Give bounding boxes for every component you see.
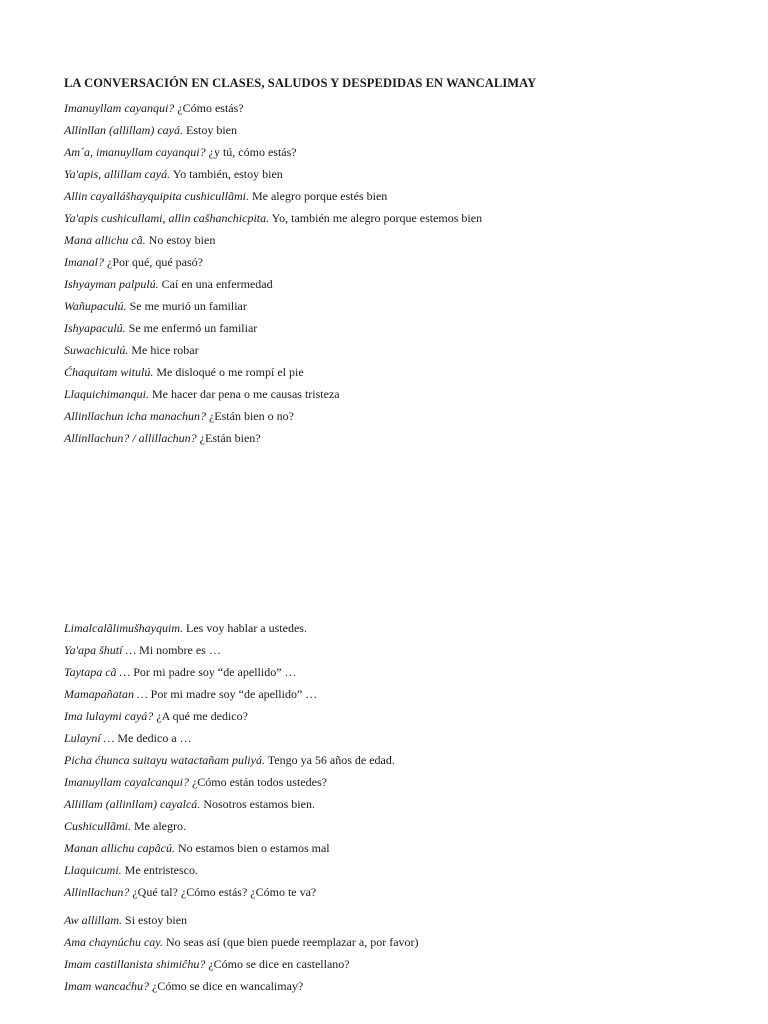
spanish-translation: ¿Cómo se dice en castellano? (205, 957, 350, 971)
quechua-phrase: Llaquicumi. (64, 863, 122, 877)
spanish-translation: Se me enfermó un familiar (125, 321, 258, 335)
phrase-line (64, 122, 482, 144)
quechua-phrase: Picha ćhunca suitayu watactañam puliyá. (64, 753, 265, 767)
quechua-phrase: Ya'apis, allillam cayá. (64, 167, 171, 181)
quechua-phrase: Allin cayallášhayquipita cushicullãmi. (64, 189, 249, 203)
spanish-translation: ¿A qué me dedico? (153, 709, 248, 723)
spanish-translation: Nosotros estamos bien. (200, 797, 315, 811)
phrase-line (64, 620, 419, 642)
phrase-line (64, 430, 482, 452)
quechua-phrase: Ama chaynúchu cay. (64, 935, 163, 949)
phrase-line (64, 210, 482, 232)
spanish-translation: ¿Qué tal? ¿Cómo estás? ¿Cómo te va? (129, 885, 317, 899)
phrase-line (64, 166, 482, 188)
quechua-phrase: Ima lulaymi cayá? (64, 709, 154, 723)
quechua-phrase: Imanuyllam cayalcanqui? (64, 775, 189, 789)
spanish-translation: Se me murió un familiar (126, 299, 247, 313)
spanish-translation: Me dedico a … (114, 731, 192, 745)
spanish-translation: ¿Están bien? (196, 431, 261, 445)
phrase-line (64, 934, 419, 956)
spanish-translation: ¿Cómo se dice en wancalimay? (148, 979, 304, 993)
phrase-line (64, 364, 482, 386)
spanish-translation: Si estoy bien (122, 913, 188, 927)
quechua-phrase: Imam wancaćhu? (64, 979, 149, 993)
phrase-line (64, 664, 419, 686)
phrase-line (64, 386, 482, 408)
spanish-translation: Yo también, estoy bien (170, 167, 283, 181)
phrase-list-section-1 (64, 100, 482, 452)
phrase-line (64, 408, 482, 430)
phrase-line (64, 188, 482, 210)
spanish-translation: Mi nombre es … (136, 643, 221, 657)
phrase-line (64, 100, 482, 122)
document-title: LA CONVERSACIÓN EN CLASES, SALUDOS Y DESPEDIDAS EN WANCALIMAY (64, 76, 537, 90)
spanish-translation: Me alegro porque estés bien (248, 189, 388, 203)
phrase-line (64, 642, 419, 664)
quechua-phrase: Lulayní … (64, 731, 115, 745)
phrase-line (64, 862, 419, 884)
phrase-list-section-2 (64, 620, 419, 1000)
quechua-phrase: Limalcalãlimušhayquim. (64, 621, 183, 635)
phrase-line (64, 978, 419, 1000)
quechua-phrase: Allinllachun? (64, 885, 130, 899)
phrase-line (64, 774, 419, 796)
quechua-phrase: Allinllachun icha manachun? (64, 409, 206, 423)
quechua-phrase: Taytapa cã … (64, 665, 131, 679)
quechua-phrase: Allinllachun? / allillachun? (64, 431, 197, 445)
spanish-translation: No estamos bien o estamos mal (174, 841, 330, 855)
phrase-line (64, 730, 419, 752)
spanish-translation: ¿Están bien o no? (205, 409, 294, 423)
spanish-translation: Tengo ya 56 años de edad. (264, 753, 395, 767)
quechua-phrase: Cushicullãmi. (64, 819, 132, 833)
spanish-translation: Por mi padre soy “de apellido” … (130, 665, 297, 679)
phrase-line (64, 144, 482, 166)
spanish-translation: Me alegro. (131, 819, 186, 833)
phrase-line (64, 956, 419, 978)
quechua-phrase: Am´a, imanuyllam cayanqui? (64, 145, 206, 159)
spanish-translation: ¿Por qué, qué pasó? (104, 255, 203, 269)
phrase-line (64, 796, 419, 818)
spanish-translation: ¿Cómo estás? (174, 101, 244, 115)
quechua-phrase: Mana allichu cã. (64, 233, 146, 247)
spanish-translation: Yo, también me alegro porque estemos bien (269, 211, 483, 225)
quechua-phrase: Allinllan (allillam) cayá. (64, 123, 183, 137)
spanish-translation: ¿y tú, cómo estás? (205, 145, 297, 159)
quechua-phrase: Wañupaculú. (64, 299, 127, 313)
spanish-translation: No estoy bien (145, 233, 216, 247)
spanish-translation: Me entristesco. (121, 863, 198, 877)
quechua-phrase: Ya'apis cushicullami, allin cašhanchicpita. (64, 211, 270, 225)
quechua-phrase: Imam castillanista shimiĉhu? (64, 957, 206, 971)
quechua-phrase: Imanal? (64, 255, 104, 269)
quechua-phrase: Imanuyllam cayanqui? (64, 101, 175, 115)
phrase-line (64, 708, 419, 730)
quechua-phrase: Ya'apa šhutí … (64, 643, 137, 657)
quechua-phrase: Ishyapaculú. (64, 321, 126, 335)
spanish-translation: No seas así (que bien puede reemplazar a, por favor) (162, 935, 419, 949)
quechua-phrase: Ishyayman palpulú. (64, 277, 159, 291)
spanish-translation: ¿Cómo están todos ustedes? (188, 775, 327, 789)
quechua-phrase: Llaquichimanqui. (64, 387, 150, 401)
phrase-line (64, 342, 482, 364)
spanish-translation: Por mi madre soy “de apellido” … (147, 687, 318, 701)
phrase-line (64, 232, 482, 254)
phrase-line (64, 752, 419, 774)
phrase-line (64, 686, 419, 708)
quechua-phrase: Mamapañatan … (64, 687, 148, 701)
spanish-translation: Les voy hablar a ustedes. (183, 621, 307, 635)
phrase-line (64, 884, 419, 906)
phrase-line (64, 276, 482, 298)
quechua-phrase: Ćhaquitam witulú. (64, 365, 154, 379)
spanish-translation: Me hice robar (128, 343, 199, 357)
phrase-line (64, 818, 419, 840)
phrase-line (64, 320, 482, 342)
spanish-translation: Estoy bien (182, 123, 237, 137)
phrase-line (64, 912, 419, 934)
phrase-line (64, 254, 482, 276)
phrase-line (64, 840, 419, 862)
phrase-line (64, 298, 482, 320)
spanish-translation: Me hacer dar pena o me causas tristeza (149, 387, 340, 401)
spanish-translation: Me disloqué o me rompí el pie (153, 365, 304, 379)
quechua-phrase: Suwachiculú. (64, 343, 129, 357)
quechua-phrase: Aw allillam. (64, 913, 123, 927)
spanish-translation: Caí en una enfermedad (158, 277, 273, 291)
quechua-phrase: Manan allichu capãcú. (64, 841, 175, 855)
quechua-phrase: Allillam (allinllam) cayalcá. (64, 797, 201, 811)
